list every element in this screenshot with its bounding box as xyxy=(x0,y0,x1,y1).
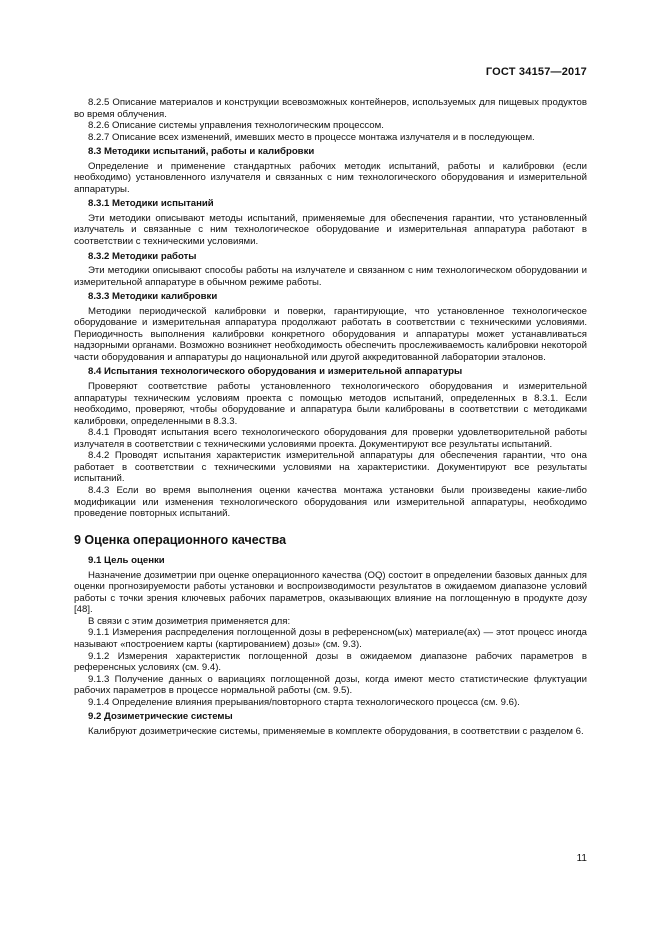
paragraph: 8.2.7 Описание всех изменений, имевших место в процессе монтажа излучателя и в последующем. xyxy=(88,131,535,143)
subsection-heading: 8.4 Испытания технологического оборудования и измерительной аппаратуры xyxy=(88,366,463,378)
document-body xyxy=(74,97,587,737)
paragraph: Определение и применение стандартных рабочих методик испытаний, работы и калибровки (если необходимо) установленного излучателя и связанных с ним технологического оборудования и измерительной аппаратуры. xyxy=(74,160,587,195)
page-number: 11 xyxy=(576,853,587,864)
paragraph: Калибруют дозиметрические системы, применяемые в комплекте оборудования, в соответствии с разделом 6. xyxy=(88,725,584,737)
paragraph: 8.4.3 Если во время выполнения оценки качества монтажа установки были произведены какие-либо модификации или изменения технологического оборудования или измерительной аппаратуры, необходимо проведение повторных испытаний. xyxy=(74,484,587,520)
paragraph: 8.4.2 Проводят испытания характеристик измерительной аппаратуры для обеспечения гарантии, что она работает в соответствии с техническими условиями на характеристики. Документируют все результаты испытаний. xyxy=(74,450,587,485)
paragraph: Проверяют соответствие работы установленного технологического оборудования и измерительной аппаратуры техническим условиям проекта с помощью методов испытаний, определенных в 8.3.1. Если необходимо, проверяют, чтобы оборудование и аппаратура были калиброваны в соответствии с методиками калибровки, определенными в 8.3.3. xyxy=(74,381,587,427)
subsection-heading: 8.3.1 Методики испытаний xyxy=(88,198,214,210)
paragraph: Методики периодической калибровки и поверки, гарантирующие, что установленное технологическое оборудование и измерительная аппаратура продолжают работать в соответствии с техническими условиями. Периодичность выполнения калибровки конкретного оборудования и аппаратуры может устанавливаться надзорными органами. Возможно возникнет необходимость обеспечить прослеживаемость калибровки некоторой части оборудования и аппаратуры до национальной или другой аккредитованной лаборатории эталонов. xyxy=(74,305,587,363)
paragraph: Эти методики описывают способы работы на излучателе и связанном с ним технологическом оборудовании и измерительной аппаратуре в обычном режиме работы. xyxy=(74,265,587,288)
paragraph: 9.1.2 Измерения характеристик поглощенной дозы в ожидаемом диапазоне рабочих параметров в референсных условиях (см. 9.4). xyxy=(74,650,587,674)
paragraph: 8.2.6 Описание системы управления технологическим процессом. xyxy=(88,120,384,132)
section-heading: 9 Оценка операционного качества xyxy=(74,532,287,547)
paragraph: 9.1.4 Определение влияния прерывания/повторного старта технологического процесса (см. 9.6). xyxy=(88,696,520,708)
document-header: ГОСТ 34157—2017 xyxy=(485,66,587,78)
paragraph: 8.4.1 Проводят испытания всего технологического оборудования для проверки удовлетворительной работы излучателя в соответствии с техническими условиями проекта. Документируют все результаты испытаний. xyxy=(74,427,587,450)
paragraph: 9.1.1 Измерения распределения поглощенной дозы в референсном(ых) материале(ах) — этот процесс иногда называют «построением карты (картированием) дозы» (см. 9.3). xyxy=(74,627,587,650)
subsection-heading: 9.2 Дозиметрические системы xyxy=(88,711,233,723)
paragraph: Назначение дозиметрии при оценке операционного качества (OQ) состоит в определении базовых данных для оценки прогнозируемости работы установки и воспроизводимости результатов в ожидаемом диапазоне условий работы с точки зрения ключевых рабочих параметров, оказывающих влияние на поглощенную в продукте дозу [48]. xyxy=(74,569,587,616)
paragraph: 8.2.5 Описание материалов и конструкции всевозможных контейнеров, используемых для пищевых продуктов во время облучения. xyxy=(74,97,587,120)
paragraph: Эти методики описывают методы испытаний, применяемые для обеспечения гарантии, что установленный излучатель и связанные с ним технологическое оборудование и измерительная аппаратура работают в соответствии с техническими условиями. xyxy=(74,212,587,248)
paragraph: 9.1.3 Получение данных о вариациях поглощенной дозы, когда имеют место статистические флуктуации рабочих параметров в процессе нормальной работы (см. 9.5). xyxy=(74,673,587,697)
subsection-heading: 8.3 Методики испытаний, работы и калибровки xyxy=(88,146,315,158)
subsection-heading: 8.3.3 Методики калибровки xyxy=(88,291,218,303)
subsection-heading: 9.1 Цель оценки xyxy=(88,555,165,567)
paragraph: В связи с этим дозиметрия применяется для: xyxy=(88,615,291,627)
subsection-heading: 8.3.2 Методики работы xyxy=(88,250,197,262)
